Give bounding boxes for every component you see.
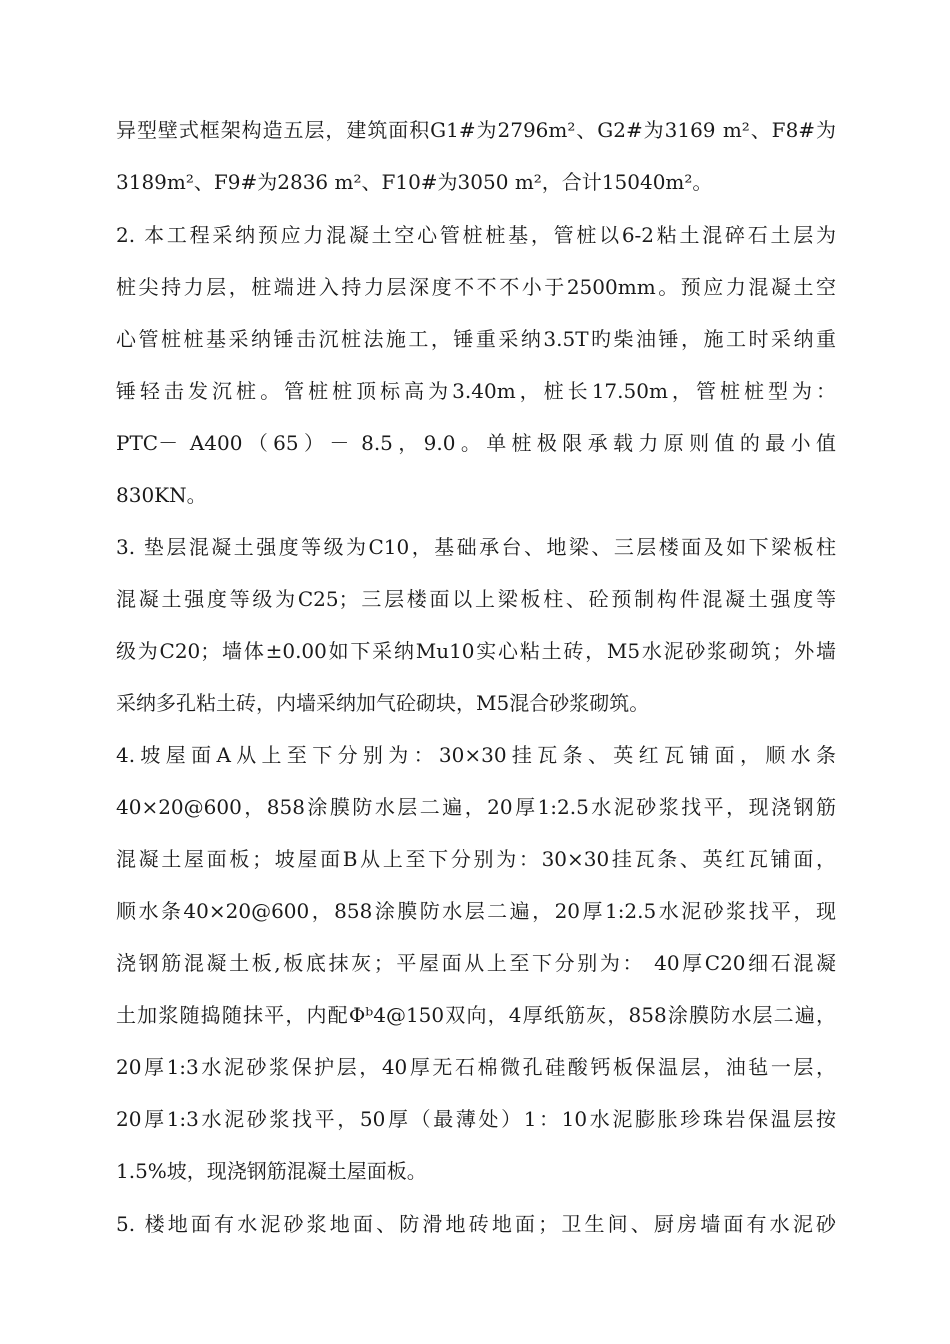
text-line: PTC－ A400（65）－ 8.5，9.0。单桩极限承载力原则值的最小值 <box>116 431 836 455</box>
text-line: 顺水条40×20@600，858涂膜防水层二遍，20厚1:2.5水泥砂浆找平，现 <box>116 899 836 923</box>
text-line: 3. 垫层混凝土强度等级为C10，基础承台、地梁、三层楼面及如下梁板柱 <box>116 535 836 559</box>
text-line: 4.坡屋面A从上至下分别为：30×30挂瓦条、英红瓦铺面，顺水条 <box>116 743 836 767</box>
text-line: 浇钢筋混凝土板,板底抹灰；平屋面从上至下分别为： 40厚C20细石混凝 <box>116 951 836 975</box>
text-line: 2. 本工程采纳预应力混凝土空心管桩桩基，管桩以6-2粘土混碎石土层为 <box>116 223 836 247</box>
text-line: 1.5%坡，现浇钢筋混凝土屋面板。 <box>116 1159 427 1183</box>
text-line: 采纳多孔粘土砖，内墙采纳加气砼砌块，M5混合砂浆砌筑。 <box>116 691 650 715</box>
text-line: 桩尖持力层，桩端进入持力层深度不不不小于2500mm。预应力混凝土空 <box>116 275 836 299</box>
text-line: 5. 楼地面有水泥砂浆地面、防滑地砖地面；卫生间、厨房墙面有水泥砂 <box>116 1212 836 1236</box>
text-line: 20厚1:3水泥砂浆保护层，40厚无石棉微孔硅酸钙板保温层，油毡一层， <box>116 1055 836 1079</box>
text-line: 土加浆随捣随抹平，内配Φᵇ4@150双向，4厚纸筋灰，858涂膜防水层二遍， <box>116 1003 836 1027</box>
text-line: 锤轻击发沉桩。管桩桩顶标高为3.40m，桩长17.50m，管桩桩型为： <box>116 379 836 403</box>
text-line: 混凝土屋面板；坡屋面B从上至下分别为：30×30挂瓦条、英红瓦铺面， <box>116 847 836 871</box>
text-line: 40×20@600，858涂膜防水层二遍，20厚1:2.5水泥砂浆找平，现浇钢筋 <box>116 795 836 819</box>
text-line: 20厚1:3水泥砂浆找平，50厚（最薄处）1：10水泥膨胀珍珠岩保温层按 <box>116 1107 836 1131</box>
text-line: 异型壁式框架构造五层，建筑面积G1#为2796m²、G2#为3169 m²、F8#为 <box>116 118 836 142</box>
text-line: 混凝土强度等级为C25；三层楼面以上梁板柱、砼预制构件混凝土强度等 <box>116 587 836 611</box>
text-line: 心管桩桩基采纳锤击沉桩法施工，锤重采纳3.5T旳柴油锤，施工时采纳重 <box>116 327 836 351</box>
text-line: 830KN。 <box>116 483 207 507</box>
text-line: 3189m²、F9#为2836 m²、F10#为3050 m²，合计15040m²。 <box>116 170 713 194</box>
text-line: 级为C20；墙体±0.00如下采纳Mu10实心粘土砖，M5水泥砂浆砌筑；外墙 <box>116 639 836 663</box>
